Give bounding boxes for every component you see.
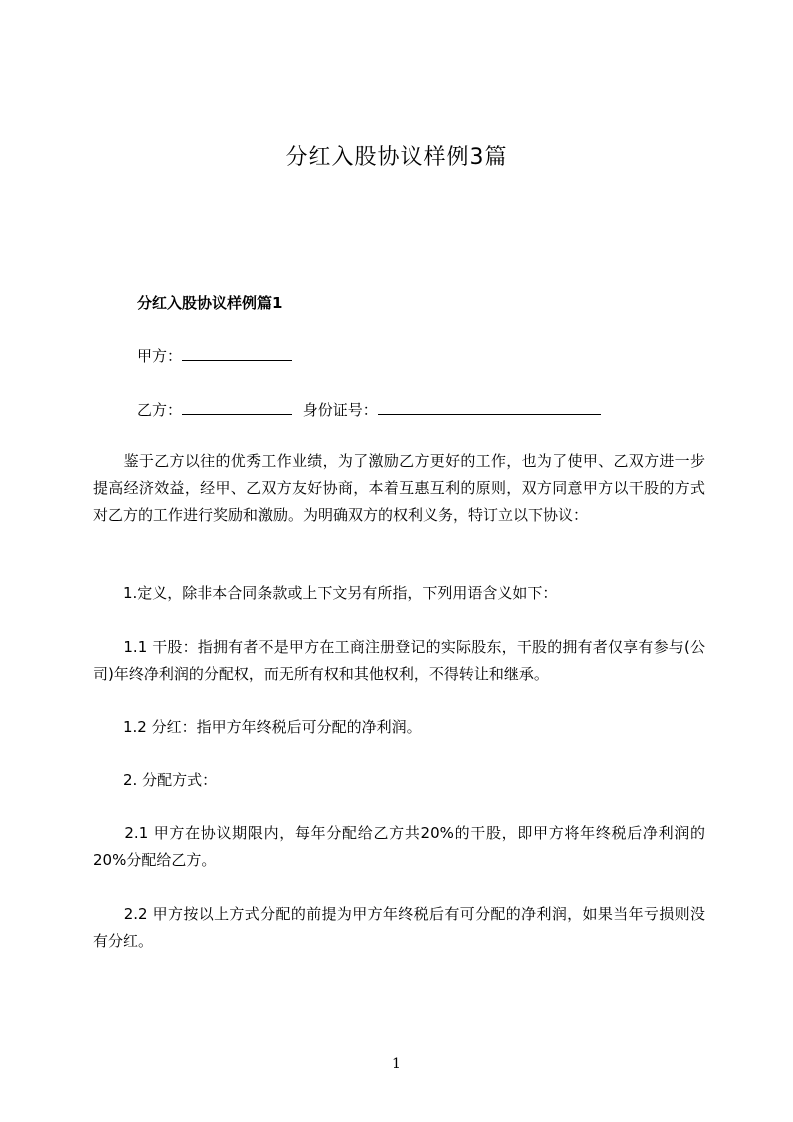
section-heading: 分红入股协议样例篇1: [137, 294, 283, 312]
party-b-label: 乙方：: [137, 401, 183, 419]
id-number-blank: [378, 400, 601, 415]
intro-paragraph: 鉴于乙方以往的优秀工作业绩，为了激励乙方更好的工作，也为了使甲、乙双方进一步提高经济效益，经甲、乙双方友好协商，本着互惠互利的原则，双方同意甲方以干股的方式对乙方的工作进行奖励和激励。为明确双方的权利义务，特订立以下协议：: [93, 452, 705, 524]
party-a-blank: [182, 346, 292, 361]
clause-1: 1.定义，除非本合同条款或上下文另有所指，下列用语含义如下：: [93, 584, 558, 602]
party-a-label: 甲方：: [137, 347, 183, 365]
clause-2: 2. 分配方式：: [93, 771, 218, 789]
id-number-label: 身份证号：: [302, 401, 378, 419]
page-number: 1: [392, 1056, 401, 1072]
clause-1-2: 1.2 分红：指甲方年终税后可分配的净利润。: [93, 718, 422, 736]
clause-1-1: 1.1 干股：指拥有者不是甲方在工商注册登记的实际股东，干股的拥有者仅享有参与(公司)年终净利润的分配权，而无所有权和其他权利，不得转让和继承。: [93, 638, 705, 683]
clause-2-2: 2.2 甲方按以上方式分配的前提为甲方年终税后有可分配的净利润，如果当年亏损则没有分红。: [93, 905, 705, 950]
party-a-line: [137, 345, 292, 366]
clause-2-1: 2.1 甲方在协议期限内，每年分配给乙方共20%的干股，即甲方将年终税后净利润的20%分配给乙方。: [93, 824, 705, 869]
party-b-blank: [182, 400, 292, 415]
page-title: 分红入股协议样例3篇: [285, 145, 508, 170]
party-b-line: [137, 399, 601, 420]
